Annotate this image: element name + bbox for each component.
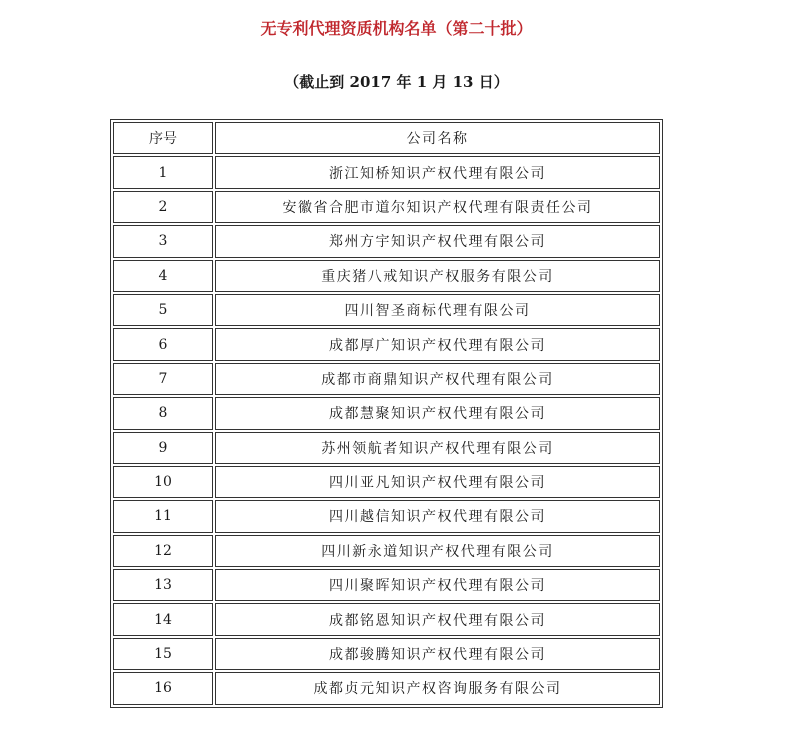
table-row	[113, 569, 660, 601]
table-row	[113, 260, 660, 292]
table-row	[113, 638, 660, 670]
serial-number-cell: 5	[113, 294, 213, 326]
table-row	[113, 500, 660, 532]
company-name-cell: 郑州方宇知识产权代理有限公司	[215, 225, 660, 257]
table-row	[113, 225, 660, 257]
table-row	[113, 328, 660, 360]
table-row	[113, 466, 660, 498]
table-row	[113, 535, 660, 567]
table-header-row	[113, 122, 660, 154]
serial-number-cell: 12	[113, 535, 213, 567]
serial-number-cell: 14	[113, 603, 213, 635]
table-row	[113, 191, 660, 223]
serial-number-cell: 11	[113, 500, 213, 532]
table-row	[113, 363, 660, 395]
serial-number-cell: 16	[113, 672, 213, 704]
company-name-cell: 安徽省合肥市道尔知识产权代理有限责任公司	[215, 191, 660, 223]
table-row	[113, 397, 660, 429]
serial-number-cell: 10	[113, 466, 213, 498]
serial-number-cell: 6	[113, 328, 213, 360]
serial-number-cell: 4	[113, 260, 213, 292]
serial-number-cell: 15	[113, 638, 213, 670]
company-name-cell: 浙江知桥知识产权代理有限公司	[215, 156, 660, 188]
company-name-cell: 重庆猪八戒知识产权服务有限公司	[215, 260, 660, 292]
page-title: 无专利代理资质机构名单（第二十批）	[260, 19, 533, 38]
serial-number-cell: 7	[113, 363, 213, 395]
serial-number-cell: 3	[113, 225, 213, 257]
table-row	[113, 672, 660, 704]
table-row	[113, 156, 660, 188]
agency-table	[110, 119, 663, 708]
company-name-cell: 成都骏腾知识产权代理有限公司	[215, 638, 660, 670]
serial-number-cell: 8	[113, 397, 213, 429]
company-name-cell: 四川聚晖知识产权代理有限公司	[215, 569, 660, 601]
company-name-cell: 成都慧聚知识产权代理有限公司	[215, 397, 660, 429]
table-row	[113, 432, 660, 464]
company-name-cell: 四川越信知识产权代理有限公司	[215, 500, 660, 532]
company-name-cell: 四川新永道知识产权代理有限公司	[215, 535, 660, 567]
company-name-cell: 四川亚凡知识产权代理有限公司	[215, 466, 660, 498]
company-name-cell: 成都铭恩知识产权代理有限公司	[215, 603, 660, 635]
serial-number-cell: 9	[113, 432, 213, 464]
table-row	[113, 294, 660, 326]
company-name-cell: 苏州领航者知识产权代理有限公司	[215, 432, 660, 464]
company-name-cell: 四川智圣商标代理有限公司	[215, 294, 660, 326]
header-serial-number: 序号	[113, 122, 213, 154]
company-name-cell: 成都市商鼎知识产权代理有限公司	[215, 363, 660, 395]
header-company-name: 公司名称	[215, 122, 660, 154]
company-name-cell: 成都贞元知识产权咨询服务有限公司	[215, 672, 660, 704]
serial-number-cell: 2	[113, 191, 213, 223]
serial-number-cell: 13	[113, 569, 213, 601]
serial-number-cell: 1	[113, 156, 213, 188]
company-name-cell: 成都厚广知识产权代理有限公司	[215, 328, 660, 360]
cutoff-date: （截止到 2017 年 1 月 13 日）	[284, 73, 509, 91]
table-row	[113, 603, 660, 635]
